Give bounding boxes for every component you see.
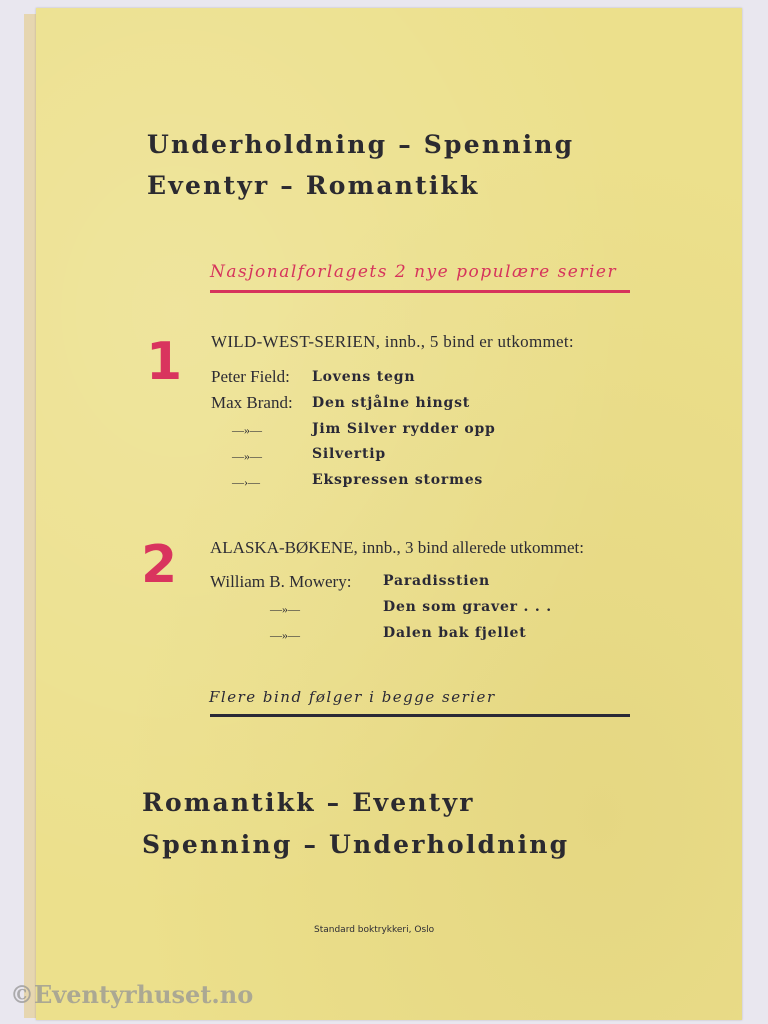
bottom-headline-line1: Romantikk – Eventyr xyxy=(142,788,475,817)
series-2-heading: ALASKA-BØKENE, innb., 3 bind allerede utkommet: xyxy=(210,538,584,557)
series-1-title: Den stjålne hingst xyxy=(312,395,471,411)
series-2-title: Dalen bak fjellet xyxy=(383,625,527,641)
series-1-title: Lovens tegn xyxy=(312,369,416,385)
printer-credit: Standard boktrykkeri, Oslo xyxy=(314,925,435,935)
ditto-mark: —»— xyxy=(232,423,262,437)
book-back-cover xyxy=(36,8,742,1020)
top-headline-line2: Eventyr – Romantikk xyxy=(147,171,480,200)
series-number-2: 2 xyxy=(141,535,178,595)
ditto-mark: —›— xyxy=(232,475,260,489)
series-1-heading: WILD-WEST-SERIEN, innb., 5 bind er utkommet: xyxy=(211,332,574,351)
series-2-title: Paradisstien xyxy=(383,573,491,589)
series-1-title: Jim Silver rydder opp xyxy=(312,421,496,437)
series-1-author: Peter Field: xyxy=(211,367,290,386)
black-divider xyxy=(210,714,630,717)
ditto-mark: —»— xyxy=(270,602,300,616)
ditto-mark: —»— xyxy=(232,449,262,463)
series-1-title: Ekspressen stormes xyxy=(312,472,484,488)
series-2-title: Den som graver . . . xyxy=(383,599,552,615)
bottom-headline-line2: Spenning – Underholdning xyxy=(142,830,570,859)
ditto-mark: —»— xyxy=(270,628,300,642)
series-2-author: William B. Mowery: xyxy=(210,572,352,591)
red-divider xyxy=(210,290,630,293)
more-volumes-note: Flere bind følger i begge serier xyxy=(209,688,496,706)
top-headline-line1: Underholdning – Spenning xyxy=(147,130,575,159)
watermark: ©Eventyrhuset.no xyxy=(10,980,254,1009)
series-intro: Nasjonalforlagets 2 nye populære serier xyxy=(210,262,618,282)
series-1-title: Silvertip xyxy=(312,446,386,462)
series-1-author: Max Brand: xyxy=(211,393,293,412)
series-number-1: 1 xyxy=(146,332,183,392)
